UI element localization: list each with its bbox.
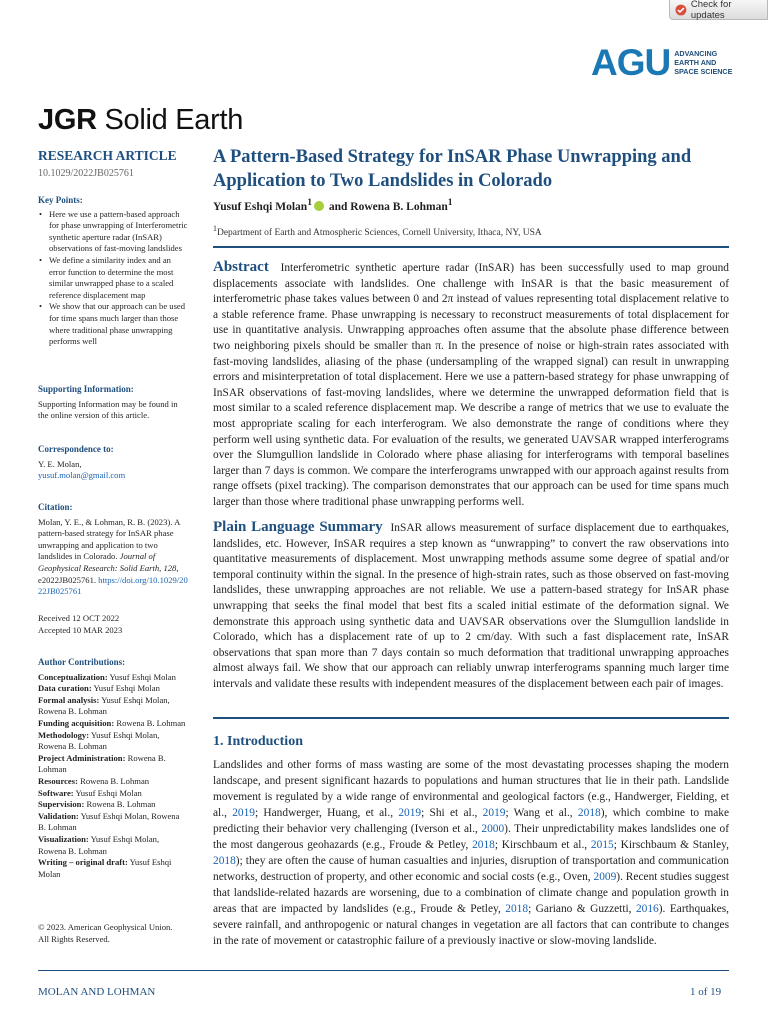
citation-link[interactable]: 2018: [577, 807, 601, 819]
citation-link[interactable]: 2000: [481, 823, 505, 835]
footer-divider: [38, 970, 729, 971]
header-divider: [213, 246, 729, 248]
contribution-item: Writing – original draft: Yusuf Eshqi Molan: [38, 857, 172, 879]
authors: Yusuf Eshqi Molan$^1$ and Rowena B. Lohman$^1$: [213, 197, 453, 213]
citation-heading: Citation:: [38, 502, 73, 512]
crossmark-icon: [675, 4, 687, 16]
key-point: • We show that our approach can be used for time spans much larger than those where traditional phase unwrapping performs well: [49, 301, 188, 347]
intro-text-span: ). Earthquakes, severe rainfall, and anthropogenic or natural changes in vegetation are all factors that can contribute to changes in the rate of movement or catastrophic failure of a previously inactive or slow-moving landslide.: [213, 903, 729, 947]
abstract-heading: Abstract: [213, 259, 269, 275]
intro-text-span: ; Handwerger, Huang, et al.,: [254, 807, 399, 819]
accepted-date: Accepted 10 MAR 2023: [38, 624, 123, 635]
contributions-heading: Author Contributions:: [38, 657, 126, 667]
contribution-item: Software: Yusuf Eshqi Molan: [38, 787, 142, 798]
key-point: • We define a similarity index and an error function to determine the most similar unwrapped phase to a scaled reference displacement map: [49, 255, 188, 301]
correspondence-name: Y. E. Molan,: [38, 458, 82, 469]
contribution-item: Supervision: Rowena B. Lohman: [38, 799, 156, 810]
orcid-icon[interactable]: [314, 201, 324, 211]
correspondence: [38, 444, 188, 482]
key-point: • Here we use a pattern-based approach for phase unwrapping of Interferometric synthetic aperture radar (InSAR) observations of fast-moving landslides: [49, 209, 188, 255]
citation-link[interactable]: 2019: [398, 807, 422, 819]
check-for-updates-button[interactable]: [669, 0, 768, 20]
abstract: [213, 260, 729, 511]
agu-logo: [591, 44, 732, 81]
citation-link[interactable]: 2018: [213, 855, 236, 867]
introduction-heading: 1. Introduction: [213, 734, 303, 749]
abstract-text: Interferometric synthetic aperture radar (InSAR) has been successfully used to map ground displacements associate with landslides. One challenge with InSAR is that the basic measurement of interferometric phase takes values between 0 and 2π instead of values representing total displacement relative to a stable reference frame. Phase unwrapping is necessary to reconstruct measurements of total displacement for use in quantitative analysis. Unwrapping approaches often assume that the absolute phase difference between two neighboring pixels should be smaller than π. In the presence of noise or high-strain rates associated with fast-moving landslides, aliasing of the phase (undersampling of the wrapped signal) can result in unwrapping errors and misinterpretation of total displacement. Here we use a pattern-based strategy for phase unwrapping of InSAR observations of fast-moving landslides, where we determine the unwrapped deformation field that is most similar to a scaled reference displacement map. We describe a range of metrics that we use to evaluate the most appropriate scaling for each interferogram. We also demonstrate the range of conditions where they perform well using synthetic data. For evaluation of the results, we generated UAVSAR wrapped interferograms over the Slumgullion landslide in Colorado where phase aliasing for interferograms with temporal baselines larger than 7 days is common. We compare the interferograms unwrapped with our approach against results from range offsets (pixel tracking). The comparison demonstrates that our approach can be used for time spans much larger than those where traditional phase unwrapping performs well.: [213, 262, 730, 508]
contribution-item: Resources: Rowena B. Lohman: [38, 775, 150, 786]
contribution-item: Formal analysis: Yusuf Eshqi Molan, Rowena B. Lohman: [38, 694, 170, 717]
citation-doi-link[interactable]: https://doi.org/10.1029/2022JB025761: [38, 574, 188, 597]
citation-link[interactable]: 2019: [482, 807, 506, 819]
agu-logo-text: AGU: [591, 42, 671, 83]
intro-text-span: ), which combine to make predicting their behavior very challenging (Iverson et al.,: [213, 807, 730, 835]
agu-tagline: ADVANCING EARTH AND SPACE SCIENCE: [674, 49, 733, 76]
contribution-item: Project Administration: Rowena B. Lohman: [38, 752, 166, 775]
intro-text-span: ); they are often the cause of human casualties and injuries, disruption of transportation and communication networks, destruction of property, and other economic and social costs (e.g., Oven,: [213, 855, 729, 883]
plain-language-summary: [213, 520, 729, 693]
correspondence-email-link[interactable]: yusuf.molan@gmail.com: [38, 470, 126, 481]
supporting-text: Supporting Information may be found in the online version of this article.: [38, 398, 178, 421]
citation-link[interactable]: 2009: [593, 871, 617, 883]
key-points-heading: Key Points:: [38, 195, 83, 205]
received-date: Received 12 OCT 2022: [38, 613, 120, 623]
intro-text-span: Landslides and other forms of mass wasting are some of the most devastating processes shaping the modern landscape, and present significant hazards to populations and human structures that lie in their path. Landslide movement is regulated by a wide range of environmental and geological factors (e.g., Handwerger, Fielding, et al.,: [213, 759, 729, 819]
pls-text: InSAR allows measurement of surface displacement due to earthquakes, landslides, etc. However, InSAR requires a step known as “unwrapping” to convert the raw observations into quantitative measurements of displacement. Most unwrapping methods assume some degree of spatial and/or temporal continuity within the signal. In the presence of high-strain rates, such as those observed on fast-moving landslides, these unwrapping approaches are not reliable. We use a pattern-based strategy for InSAR phase unwrapping that seeks the final model that best fits a scaled initial estimate of the deformation signal. We demonstrate this approach using synthetic data and UAVSAR observations over the Slumgullion landslide in Colorado, which has a displacement rate of up to 2 cm/day. With such a fast displacement rate, InSAR observations that span more than 7 days contain so much deformation that traditional unwrapping approaches almost always fail. We show that our approach can reliably unwrap interferograms spanning much larger time intervals and validate these results with independent measures of the displacement between each pair of images.: [213, 522, 729, 690]
citation-link[interactable]: 2018: [472, 839, 495, 851]
pls-heading: Plain Language Summary: [213, 519, 383, 535]
intro-text-span: ; Kirschbaum et al.,: [494, 839, 591, 851]
introduction-text: [213, 757, 729, 949]
intro-text-span: ; Kirschbaum & Stanley,: [613, 839, 729, 851]
supporting-heading: Supporting Information:: [38, 384, 134, 394]
section-divider: [213, 717, 729, 719]
affiliation: $^1$Department of Earth and Atmospheric Sciences, Cornell University, Ithaca, NY, USA: [213, 224, 542, 239]
intro-text-span: ). Their unpredictability makes landslides one of the most dangerous geohazards (e.g., Froude & Petley,: [213, 823, 729, 851]
contribution-item: Conceptualization: Yusuf Eshqi Molan: [38, 671, 176, 682]
author-contributions: [38, 657, 188, 880]
contribution-item: Visualization: Yusuf Eshqi Molan, Rowena B. Lohman: [38, 833, 160, 856]
citation-link[interactable]: 2016: [635, 903, 659, 915]
intro-text-span: ; Wang et al.,: [505, 807, 578, 819]
page-number: 1 of 19: [690, 986, 722, 998]
dates: [38, 613, 188, 636]
contribution-item: Data curation: Yusuf Eshqi Molan: [38, 683, 160, 694]
author-1[interactable]: Yusuf Eshqi Molan: [213, 200, 308, 213]
intro-text-span: ). Recent studies suggest that landslide-related hazards are worsening, due to a combination of climate change and population growth in areas that are impacted by landslides (e.g., Froude & Petley,: [213, 871, 729, 915]
citation-link[interactable]: 2015: [590, 839, 614, 851]
citation-text: Molan, Y. E., & Lohman, R. B. (2023). A pattern-based strategy for InSAR phase unwrapping and application to two landslides in Colorado. Journal of Geophysical Research: Solid Earth, 128, e2022JB025761. https://doi.org/10.1029/2022JB025761: [38, 516, 188, 597]
article-type: RESEARCH ARTICLE: [38, 148, 177, 163]
citation-link[interactable]: 2019: [232, 807, 255, 819]
check-for-updates-label: Check for updates: [690, 0, 732, 21]
key-points: [38, 195, 188, 348]
contribution-item: Validation: Yusuf Eshqi Molan, Rowena B. Lohman: [38, 810, 180, 833]
citation-link[interactable]: 2018: [505, 903, 529, 915]
footer-authors: MOLAN AND LOHMAN: [38, 986, 156, 998]
copyright: © 2023. American Geophysical Union. All Rights Reserved.: [38, 922, 173, 944]
author-2[interactable]: Rowena B. Lohman: [350, 200, 448, 213]
article-title: A Pattern-Based Strategy for InSAR Phase Unwrapping and Application to Two Landslides in Colorado: [213, 147, 692, 191]
intro-text-span: ; Shi et al.,: [421, 807, 483, 819]
doi: 10.1029/2022JB025761: [38, 168, 134, 179]
journal-name: JGR Solid Earth: [38, 104, 244, 136]
supporting-information: [38, 384, 188, 422]
contribution-item: Funding acquisition: Rowena B. Lohman: [38, 717, 186, 728]
citation: [38, 502, 188, 598]
correspondence-heading: Correspondence to:: [38, 444, 114, 454]
contribution-item: Methodology: Yusuf Eshqi Molan, Rowena B. Lohman: [38, 729, 160, 752]
intro-text-span: ; Gariano & Guzzetti,: [528, 903, 636, 915]
